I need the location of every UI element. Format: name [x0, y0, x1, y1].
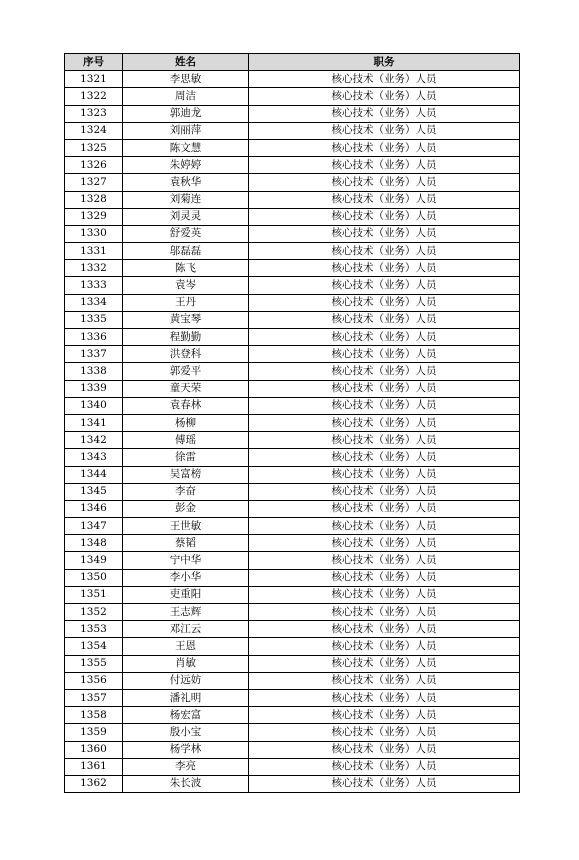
- seq-cell: 1327: [65, 174, 123, 191]
- title-cell: 核心技术（业务）人员: [249, 122, 520, 139]
- name-cell: 徐雷: [123, 449, 249, 466]
- name-cell: 朱长波: [123, 775, 249, 792]
- header-row: [65, 54, 520, 71]
- name-cell: 李奋: [123, 483, 249, 500]
- table-row: [65, 758, 520, 775]
- title-cell: 核心技术（业务）人员: [249, 139, 520, 156]
- title-cell: 核心技术（业务）人员: [249, 741, 520, 758]
- name-cell: 袁秋华: [123, 174, 249, 191]
- seq-cell: 1352: [65, 604, 123, 621]
- title-cell: 核心技术（业务）人员: [249, 260, 520, 277]
- name-cell: 潘礼明: [123, 689, 249, 706]
- title-cell: 核心技术（业务）人员: [249, 397, 520, 414]
- table-row: [65, 329, 520, 346]
- title-cell: 核心技术（业务）人员: [249, 775, 520, 792]
- seq-cell: 1346: [65, 500, 123, 517]
- table-row: [65, 294, 520, 311]
- seq-cell: 1357: [65, 689, 123, 706]
- title-cell: 核心技术（业务）人员: [249, 346, 520, 363]
- name-cell: 彭金: [123, 500, 249, 517]
- name-cell: 杨学林: [123, 741, 249, 758]
- seq-cell: 1345: [65, 483, 123, 500]
- title-cell: 核心技术（业务）人员: [249, 483, 520, 500]
- name-cell: 郭迪龙: [123, 105, 249, 122]
- name-cell: 袁春林: [123, 397, 249, 414]
- seq-cell: 1333: [65, 277, 123, 294]
- name-cell: 李小华: [123, 569, 249, 586]
- title-cell: 核心技术（业务）人员: [249, 535, 520, 552]
- table-row: [65, 586, 520, 603]
- seq-cell: 1351: [65, 586, 123, 603]
- name-cell: 蔡韬: [123, 535, 249, 552]
- seq-cell: 1323: [65, 105, 123, 122]
- name-cell: 邬磊磊: [123, 243, 249, 260]
- seq-cell: 1330: [65, 225, 123, 242]
- seq-cell: 1325: [65, 139, 123, 156]
- name-cell: 肖敏: [123, 655, 249, 672]
- title-cell: 核心技术（业务）人员: [249, 724, 520, 741]
- name-cell: 李亮: [123, 758, 249, 775]
- table-row: [65, 122, 520, 139]
- table-row: [65, 604, 520, 621]
- title-cell: 核心技术（业务）人员: [249, 621, 520, 638]
- roster-table: [64, 53, 520, 793]
- name-cell: 周洁: [123, 88, 249, 105]
- title-cell: 核心技术（业务）人员: [249, 105, 520, 122]
- seq-cell: 1356: [65, 672, 123, 689]
- seq-cell: 1361: [65, 758, 123, 775]
- header-title: 职务: [249, 54, 520, 71]
- header-name: 姓名: [123, 54, 249, 71]
- title-cell: 核心技术（业务）人员: [249, 449, 520, 466]
- title-cell: 核心技术（业务）人员: [249, 71, 520, 88]
- seq-cell: 1338: [65, 363, 123, 380]
- title-cell: 核心技术（业务）人员: [249, 518, 520, 535]
- name-cell: 袁岑: [123, 277, 249, 294]
- title-cell: 核心技术（业务）人员: [249, 88, 520, 105]
- seq-cell: 1331: [65, 243, 123, 260]
- name-cell: 刘灵灵: [123, 208, 249, 225]
- seq-cell: 1362: [65, 775, 123, 792]
- name-cell: 殷小宝: [123, 724, 249, 741]
- seq-cell: 1343: [65, 449, 123, 466]
- seq-cell: 1350: [65, 569, 123, 586]
- table-row: [65, 500, 520, 517]
- seq-cell: 1359: [65, 724, 123, 741]
- name-cell: 杨柳: [123, 414, 249, 431]
- seq-cell: 1329: [65, 208, 123, 225]
- title-cell: 核心技术（业务）人员: [249, 191, 520, 208]
- table-row: [65, 483, 520, 500]
- name-cell: 吏重阳: [123, 586, 249, 603]
- table-row: [65, 88, 520, 105]
- title-cell: 核心技术（业务）人员: [249, 174, 520, 191]
- title-cell: 核心技术（业务）人员: [249, 414, 520, 431]
- title-cell: 核心技术（业务）人员: [249, 243, 520, 260]
- seq-cell: 1334: [65, 294, 123, 311]
- name-cell: 王志辉: [123, 604, 249, 621]
- table-row: [65, 260, 520, 277]
- title-cell: 核心技术（业务）人员: [249, 655, 520, 672]
- table-row: [65, 414, 520, 431]
- title-cell: 核心技术（业务）人员: [249, 329, 520, 346]
- seq-cell: 1347: [65, 518, 123, 535]
- title-cell: 核心技术（业务）人员: [249, 689, 520, 706]
- title-cell: 核心技术（业务）人员: [249, 432, 520, 449]
- title-cell: 核心技术（业务）人员: [249, 552, 520, 569]
- table-row: [65, 638, 520, 655]
- table-row: [65, 707, 520, 724]
- table-row: [65, 105, 520, 122]
- table-header: [65, 54, 520, 71]
- name-cell: 陈文慧: [123, 139, 249, 156]
- table-row: [65, 191, 520, 208]
- seq-cell: 1358: [65, 707, 123, 724]
- table-row: [65, 157, 520, 174]
- table-row: [65, 208, 520, 225]
- title-cell: 核心技术（业务）人员: [249, 157, 520, 174]
- seq-cell: 1321: [65, 71, 123, 88]
- name-cell: 洪登科: [123, 346, 249, 363]
- name-cell: 付远妨: [123, 672, 249, 689]
- table-row: [65, 535, 520, 552]
- seq-cell: 1353: [65, 621, 123, 638]
- title-cell: 核心技术（业务）人员: [249, 311, 520, 328]
- name-cell: 吴富榜: [123, 466, 249, 483]
- header-seq: 序号: [65, 54, 123, 71]
- name-cell: 朱婷婷: [123, 157, 249, 174]
- title-cell: 核心技术（业务）人员: [249, 277, 520, 294]
- table-row: [65, 552, 520, 569]
- title-cell: 核心技术（业务）人员: [249, 225, 520, 242]
- table-row: [65, 569, 520, 586]
- seq-cell: 1326: [65, 157, 123, 174]
- seq-cell: 1337: [65, 346, 123, 363]
- table-row: [65, 449, 520, 466]
- seq-cell: 1349: [65, 552, 123, 569]
- seq-cell: 1328: [65, 191, 123, 208]
- name-cell: 舒爱英: [123, 225, 249, 242]
- table-row: [65, 380, 520, 397]
- seq-cell: 1324: [65, 122, 123, 139]
- title-cell: 核心技术（业务）人员: [249, 500, 520, 517]
- seq-cell: 1340: [65, 397, 123, 414]
- table-row: [65, 363, 520, 380]
- name-cell: 王丹: [123, 294, 249, 311]
- name-cell: 程勤勤: [123, 329, 249, 346]
- title-cell: 核心技术（业务）人员: [249, 604, 520, 621]
- title-cell: 核心技术（业务）人员: [249, 363, 520, 380]
- table-row: [65, 466, 520, 483]
- table-row: [65, 277, 520, 294]
- seq-cell: 1322: [65, 88, 123, 105]
- title-cell: 核心技术（业务）人员: [249, 672, 520, 689]
- table-row: [65, 243, 520, 260]
- table-row: [65, 397, 520, 414]
- seq-cell: 1332: [65, 260, 123, 277]
- seq-cell: 1360: [65, 741, 123, 758]
- seq-cell: 1355: [65, 655, 123, 672]
- table-row: [65, 621, 520, 638]
- name-cell: 邓江云: [123, 621, 249, 638]
- name-cell: 傅瑶: [123, 432, 249, 449]
- name-cell: 童天荣: [123, 380, 249, 397]
- title-cell: 核心技术（业务）人员: [249, 294, 520, 311]
- seq-cell: 1354: [65, 638, 123, 655]
- seq-cell: 1348: [65, 535, 123, 552]
- title-cell: 核心技术（业务）人员: [249, 586, 520, 603]
- table-row: [65, 741, 520, 758]
- table-row: [65, 139, 520, 156]
- title-cell: 核心技术（业务）人员: [249, 380, 520, 397]
- table-row: [65, 518, 520, 535]
- table-row: [65, 672, 520, 689]
- table-row: [65, 724, 520, 741]
- title-cell: 核心技术（业务）人员: [249, 569, 520, 586]
- name-cell: 王世敏: [123, 518, 249, 535]
- name-cell: 黄宝琴: [123, 311, 249, 328]
- name-cell: 李思敏: [123, 71, 249, 88]
- table-row: [65, 174, 520, 191]
- table-row: [65, 689, 520, 706]
- table-row: [65, 655, 520, 672]
- title-cell: 核心技术（业务）人员: [249, 466, 520, 483]
- name-cell: 郭爱平: [123, 363, 249, 380]
- seq-cell: 1344: [65, 466, 123, 483]
- table-row: [65, 432, 520, 449]
- table-row: [65, 225, 520, 242]
- name-cell: 宁中华: [123, 552, 249, 569]
- table-row: [65, 775, 520, 792]
- title-cell: 核心技术（业务）人员: [249, 638, 520, 655]
- seq-cell: 1335: [65, 311, 123, 328]
- name-cell: 陈飞: [123, 260, 249, 277]
- table-row: [65, 311, 520, 328]
- title-cell: 核心技术（业务）人员: [249, 758, 520, 775]
- title-cell: 核心技术（业务）人员: [249, 707, 520, 724]
- table-body: [65, 71, 520, 793]
- seq-cell: 1342: [65, 432, 123, 449]
- name-cell: 刘丽萍: [123, 122, 249, 139]
- seq-cell: 1339: [65, 380, 123, 397]
- name-cell: 杨宏富: [123, 707, 249, 724]
- name-cell: 王恩: [123, 638, 249, 655]
- name-cell: 刘菊连: [123, 191, 249, 208]
- title-cell: 核心技术（业务）人员: [249, 208, 520, 225]
- table-row: [65, 71, 520, 88]
- seq-cell: 1341: [65, 414, 123, 431]
- table-row: [65, 346, 520, 363]
- seq-cell: 1336: [65, 329, 123, 346]
